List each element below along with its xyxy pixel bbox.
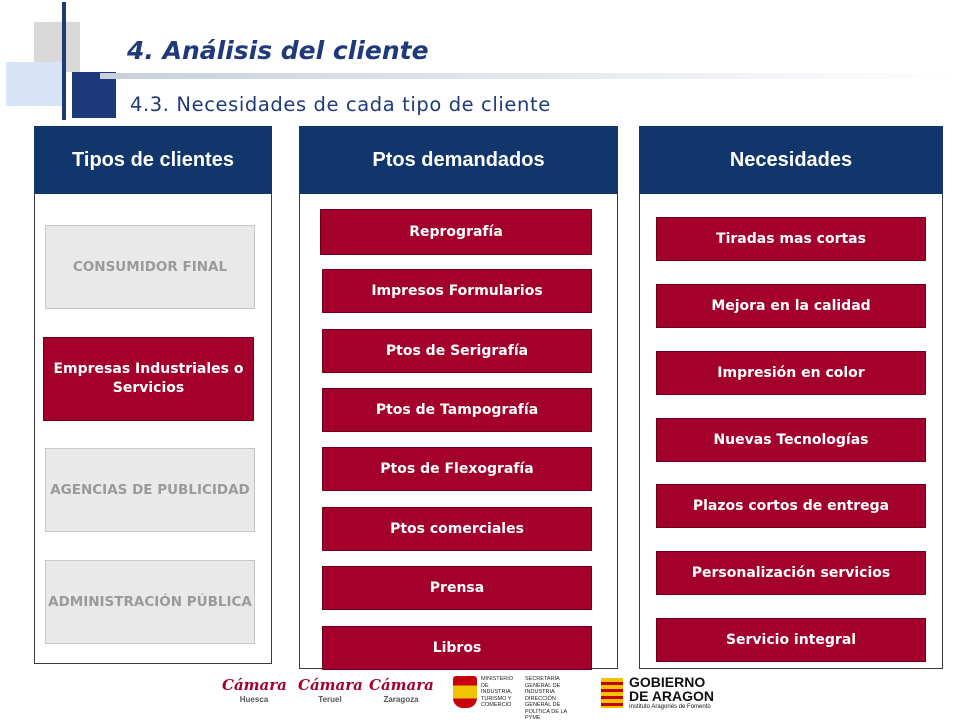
camara-logo-name: Cámara: [369, 676, 434, 694]
gobierno-line3: Instituto Aragonés de Fomento: [629, 704, 711, 710]
gobierno-aragon-text: [629, 675, 714, 711]
need-item: Plazos cortos de entrega: [656, 484, 926, 528]
ministerio-departments: [525, 676, 577, 721]
needs-column: [639, 126, 943, 669]
header-rule: [100, 73, 960, 79]
need-item: Tiradas mas cortas: [656, 217, 926, 261]
gobierno-aragon-logo: [601, 675, 714, 711]
camara-teruel-logo: [298, 676, 362, 706]
client-type-empresas: Empresas Industriales o Servicios: [43, 337, 254, 421]
need-item: Mejora en la calidad: [656, 284, 926, 328]
client-types-heading: Tipos de clientes: [34, 126, 272, 194]
camara-zaragoza-logo: [369, 676, 433, 706]
product-item: Ptos de Flexografía: [322, 447, 592, 491]
ministerio-secretaria: SECRETARÍA GENERAL DE INDUSTRIA: [525, 676, 561, 695]
header-decoration: [6, 62, 62, 106]
camara-logo-name: Cámara: [222, 676, 287, 694]
gobierno-line1: GOBIERNO: [629, 674, 706, 690]
client-types-column: [34, 126, 272, 664]
camara-logo-name: Cámara: [298, 676, 363, 694]
ministerio-direccion: DIRECCIÓN GENERAL DE POLÍTICA DE LA PYME: [525, 695, 567, 721]
coat-of-arms-icon: [453, 676, 477, 708]
header-decoration: [62, 2, 66, 120]
products-column: [299, 126, 618, 669]
camara-logo-city: Huesca: [239, 695, 269, 704]
need-item: Servicio integral: [656, 618, 926, 662]
product-item: Libros: [322, 626, 592, 670]
aragon-flag-icon: [601, 678, 623, 708]
products-heading: Ptos demandados: [299, 126, 618, 194]
product-item: Prensa: [322, 566, 592, 610]
need-item: Personalización servicios: [656, 551, 926, 595]
need-item: Impresión en color: [656, 351, 926, 395]
page-title: 4. Análisis del cliente: [127, 36, 429, 65]
ministerio-name: MINISTERIO DE INDUSTRIA, TURISMO Y COMERCIO: [481, 676, 514, 708]
product-item: Ptos comerciales: [322, 507, 592, 551]
camara-logo-city: Zaragoza: [383, 695, 419, 704]
client-type-consumidor-final: CONSUMIDOR FINAL: [45, 225, 255, 309]
needs-heading: Necesidades: [639, 126, 943, 194]
product-item: Ptos de Tampografía: [322, 388, 592, 432]
gobierno-line2: DE ARAGON: [629, 688, 715, 704]
camara-huesca-logo: [222, 676, 286, 706]
product-item: Impresos Formularios: [322, 269, 592, 313]
client-type-administracion: ADMINISTRACIÓN PÚBLICA: [45, 560, 255, 644]
need-item: Nuevas Tecnologías: [656, 418, 926, 462]
page-subtitle: 4.3. Necesidades de cada tipo de cliente: [130, 93, 551, 116]
camara-logo-city: Teruel: [318, 695, 342, 704]
ministerio-logo: [453, 676, 581, 721]
client-type-agencias: AGENCIAS DE PUBLICIDAD: [45, 448, 255, 532]
product-item: Ptos de Serigrafía: [322, 329, 592, 373]
product-item: Reprografía: [320, 209, 592, 255]
